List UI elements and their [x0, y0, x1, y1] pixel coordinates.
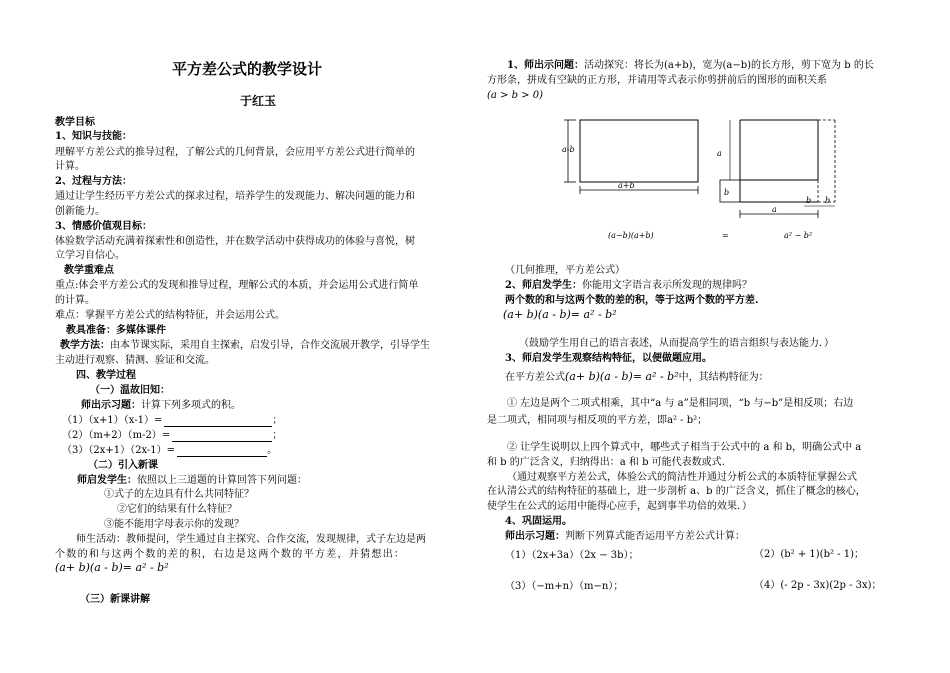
exercise-2-text: （2）（m+2）（m-2）=: [62, 430, 171, 441]
exercise-2-end: ；: [272, 430, 283, 441]
problem-1: [507, 59, 874, 72]
review-teacher-label: 师出示习题：: [81, 400, 141, 411]
intro-heading: （二）引入新课: [88, 460, 158, 471]
feature-2: ② 让学生说明以上四个算式中，哪些式子相当于公式中的 a 和 b，明确公式中 a: [507, 442, 862, 453]
intro-prompt: [77, 474, 307, 487]
problem-3-heading: 3、师启发学生观察结构特征，以便做题应用。: [505, 353, 712, 364]
geometry-note: （几何推理，平方差公式）: [505, 265, 625, 276]
new-lesson-heading: （三）新课讲解: [80, 594, 150, 605]
exercise-2-blank[interactable]: [172, 431, 272, 442]
question-3: ③能不能用字母表示你的发现？: [104, 519, 244, 530]
exercise-1-end: ；: [272, 415, 283, 426]
page-title: 平方差公式的教学设计: [172, 60, 323, 78]
problem-1-label: 1、师出示问题：: [507, 60, 584, 71]
structure-intro-pre: 在平方差公式: [505, 372, 565, 383]
label-a-plus-b: a+b: [618, 181, 635, 190]
structure-formula: (a+ b)(a - b)= a² - b²: [565, 370, 679, 383]
key-point-text: 重点:体会平方差公式的发现和推导过程，理解公式的本质，并会运用公式进行简单: [55, 280, 419, 291]
practice-4: （4）(- 2p - 3x)(2p - 3x)；: [754, 580, 882, 591]
exercise-2: [62, 429, 282, 442]
goal-3-heading: 3、情感价值观目标：: [55, 221, 152, 232]
problem-4-heading: 4、巩固运用。: [505, 516, 572, 527]
equation-equals: =: [722, 231, 729, 240]
teaching-method-cont: 主动进行观察、猜测、验证和交流。: [55, 355, 215, 366]
problem-1-text: 活动探究：将长为(a+b)，宽为(a−b)的长方形，剪下宽为 b 的长: [583, 60, 874, 71]
problem-4-task: 判断下列算式能否运用平方差公式计算：: [565, 531, 745, 542]
review-heading: （一）温故旧知：: [90, 385, 170, 396]
label-a-side: a: [717, 149, 722, 158]
key-points-heading: 教学重难点: [64, 265, 114, 276]
problem-4-prompt: [505, 530, 745, 543]
rule-statement: 两个数的和与这两个数的差的积，等于这两个数的平方差.: [505, 295, 759, 306]
practice-2: （2）(b² + 1)(b² - 1)；: [754, 549, 864, 560]
label-a-bottom: a: [772, 205, 777, 214]
teaching-method-label: 教学方法：: [60, 340, 110, 351]
area-diagram: [560, 112, 850, 247]
problem-1-text-cont: 方形条，拼成有空缺的正方形，并请用等式表示你剪拼前后的图形的面积关系: [487, 75, 827, 86]
problem-2-label: 2、师启发学生：: [505, 280, 582, 291]
practice-3: （3）（−m+n）（m−n）；: [505, 581, 624, 592]
feature-3: （通过观察平方差公式，体验公式的简洁性并通过分析公式的本质特征掌握公式: [507, 472, 857, 483]
intro-teacher-label: 师启发学生：: [77, 475, 137, 486]
label-b-bottom-2: b: [825, 196, 831, 205]
author-name: 于红玉: [240, 94, 277, 108]
structure-intro-post: 中，其结构特征为：: [678, 372, 769, 383]
question-2: ②它们的结果有什么特征？: [117, 504, 237, 515]
problem-4-teacher-label: 师出示习题：: [505, 531, 565, 542]
equation-left: (a−b)(a+b): [608, 231, 654, 240]
exercise-3-end: 。: [267, 445, 278, 456]
feature-1-cont: 是二项式，相同项与相反项的平方差，即a² - b²；: [487, 415, 708, 426]
exercise-1: [62, 414, 282, 427]
goal-1-text: 理解平方差公式的推导过程，了解公式的几何背景，会应用平方差公式进行简单的: [55, 147, 415, 158]
teaching-method: [60, 339, 430, 352]
label-a-minus-b: a-b: [562, 145, 575, 154]
formula-statement: (a+ b)(a - b)= a² - b²: [503, 308, 617, 321]
intro-task: 依照以上三道题的计算回答下列问题：: [137, 475, 307, 486]
problem-2-task: 你能用文字语言表示所发现的规律吗？: [581, 280, 752, 291]
teaching-method-text: 由本节课实际，采用自主探索，启发引导，合作交流展开教学，引导学生: [110, 340, 430, 351]
exercise-3-blank[interactable]: [177, 446, 267, 457]
difficulty-text: 难点：掌握平方差公式的结构特征，并会运用公式。: [55, 310, 285, 321]
goal-2-text-cont: 创新能力。: [55, 206, 105, 217]
label-b-bottom-1: b: [806, 196, 812, 205]
exercise-1-text: （1）（x+1）（x-1）=: [62, 415, 163, 426]
goal-2-heading: 2、过程与方法：: [55, 176, 132, 187]
rectangle-shape: [580, 120, 698, 182]
question-1: ①式子的左边具有什么共同特征？: [104, 489, 254, 500]
feature-3-cont: 在认清公式的结构特征的基础上，进一步剖析 a、b 的广泛含义，抓住了概念的核心，: [487, 486, 866, 497]
process-heading: 四、教学过程: [76, 370, 136, 381]
activity-text: 师生活动：教师提问，学生通过自主探究、合作交流，发现规律，式子左边是两: [76, 534, 426, 545]
feature-3-cont-2: 使学生在公式的运用中能得心应手，起到事半功倍的效果．）: [487, 501, 752, 512]
feature-2-cont: 和 b 的广泛含义，归纳得出：a 和 b 可能代表数或式.: [487, 457, 725, 468]
goal-3-text: 体验数学活动充满着探索性和创造性，并在数学活动中获得成功的体验与喜悦，树: [55, 236, 415, 247]
exercise-3-text: （3）（2x+1）（2x-1）=: [62, 445, 176, 456]
expression-note: （鼓励学生用自己的语言表述，从而提高学生的语言组织与表达能力．）: [519, 338, 834, 349]
exercise-3: [62, 444, 277, 457]
small-square: [720, 180, 740, 202]
problem-1-condition: (a > b > 0): [487, 90, 544, 101]
key-point-text-cont: 的计算。: [55, 295, 95, 306]
goals-heading: 教学目标: [55, 117, 95, 128]
goal-2-text: 通过让学生经历平方差公式的探求过程，培养学生的发现能力、解决问题的能力和: [55, 191, 415, 202]
equation-right: a² − b²: [784, 231, 813, 240]
review-task: 计算下列多项式的积。: [141, 400, 241, 411]
review-prompt: [81, 399, 241, 412]
practice-1: （1）（2x+3a）（2x − 3b）；: [505, 550, 639, 561]
problem-2: [505, 279, 752, 292]
conjecture-formula: (a+ b)(a - b)= a² - b²: [55, 561, 169, 574]
exercise-1-blank[interactable]: [164, 416, 272, 427]
structure-intro: [505, 370, 769, 384]
label-b-side: b: [724, 188, 730, 197]
feature-1: ① 左边是两个二项式相乘，其中“a 与 a”是相同项，“b 与−b”是相反项；右边: [507, 398, 854, 409]
teaching-aids: 教具准备：多媒体课件: [66, 325, 166, 336]
goal-3-text-cont: 立学习自信心。: [55, 250, 125, 261]
goal-1-heading: 1、知识与技能：: [55, 131, 132, 142]
goal-1-text-cont: 计算。: [55, 161, 85, 172]
activity-text-cont: 个数的和与这两个数的差的积，右边是这两个数的平方差，并猜想出：: [55, 549, 406, 560]
